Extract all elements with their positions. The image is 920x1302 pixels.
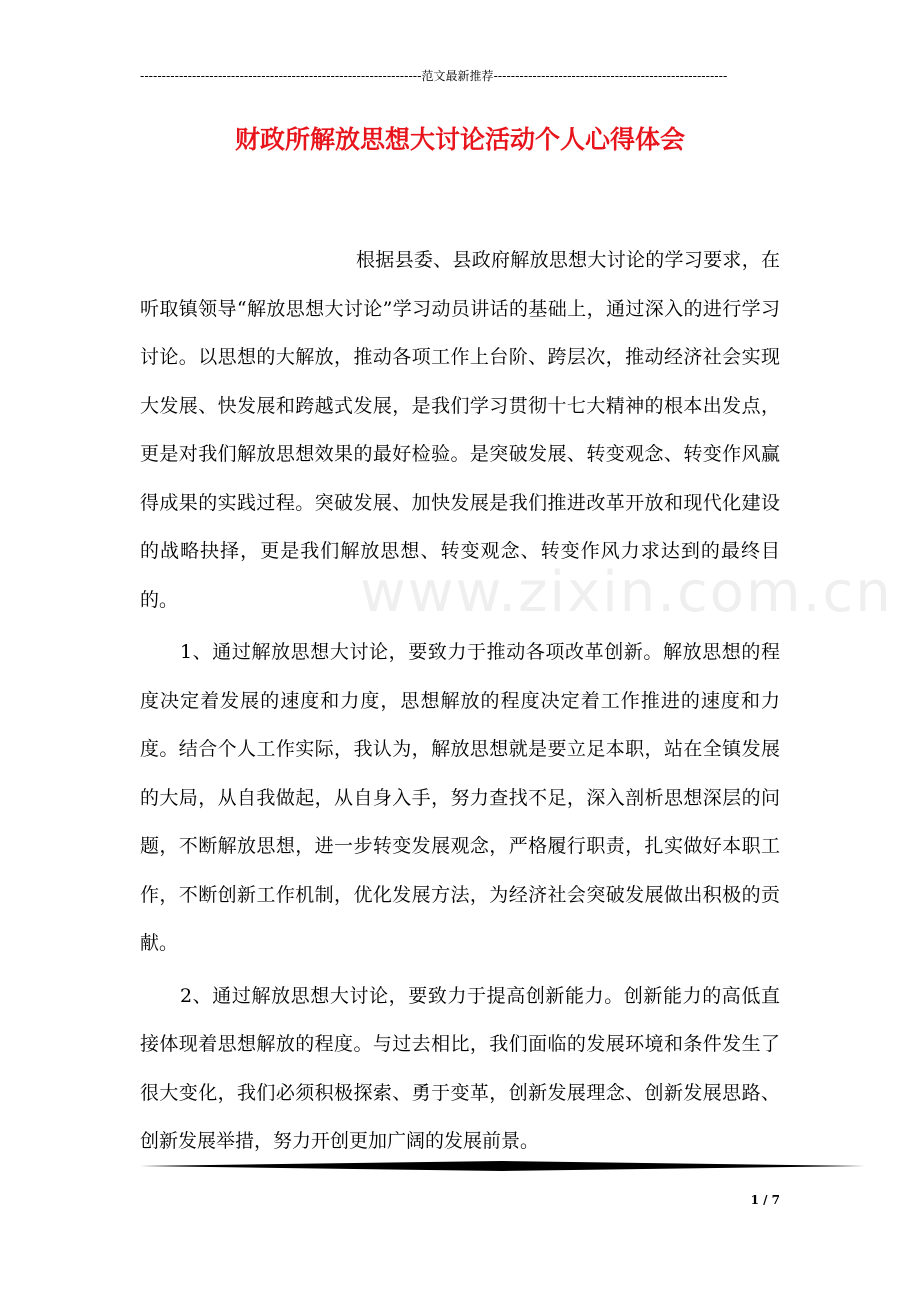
body-paragraph-intro: 根据县委、县政府解放思想大讨论的学习要求，在听取镇领导“解放思想大讨论”学习动员讲话的基础上，通过深入的进行学习讨论。以思想的大解放，推动各项工作上台阶、跨层次，推动经济社会实现大发展、快发展和跨越式发展，是我们学习贯彻十七大精神的根本出发点，更是对我们解放思想效果的最好检验。是突破发展、转变观念、转变作风赢得成果的实践过程。突破发展、加快发展是我们推进改革开放和现代化建设的战略抉择，更是我们解放思想、转变观念、转变作风力求达到的最终目的。 [140, 249, 780, 611]
page-header: -----------------------------------------------------------------范文最新推荐------------------------------------------------------ [140, 69, 728, 83]
page-number: 1 / 7 [750, 1193, 780, 1207]
body-paragraph-1: 1、通过解放思想大讨论，要致力于推动各项改革创新。解放思想的程度决定着发展的速度和力度，思想解放的程度决定着工作推进的速度和力度。结合个人工作实际，我认为，解放思想就是要立足本职，站在全镇发展的大局，从自我做起，从自身入手，努力查找不足，深入剖析思想深层的问题，不断解放思想，进一步转变发展观念，严格履行职责，扎实做好本职工作，不断创新工作机制，优化发展方法，为经济社会突破发展做出积极的贡献。 [140, 641, 780, 954]
body-paragraph-2: 2、通过解放思想大讨论，要致力于提高创新能力。创新能力的高低直接体现着思想解放的程度。与过去相比，我们面临的发展环境和条件发生了很大变化，我们必须积极探索、勇于变革，创新发展理念、创新发展思路、创新发展举措，努力开创更加广阔的发展前景。 [140, 984, 780, 1152]
watermark: www.zixin.com.cn [360, 560, 893, 625]
document-body [140, 236, 780, 1170]
footer-divider [140, 1160, 865, 1172]
page-title: 财政所解放思想大讨论活动个人心得体会 [234, 125, 685, 154]
